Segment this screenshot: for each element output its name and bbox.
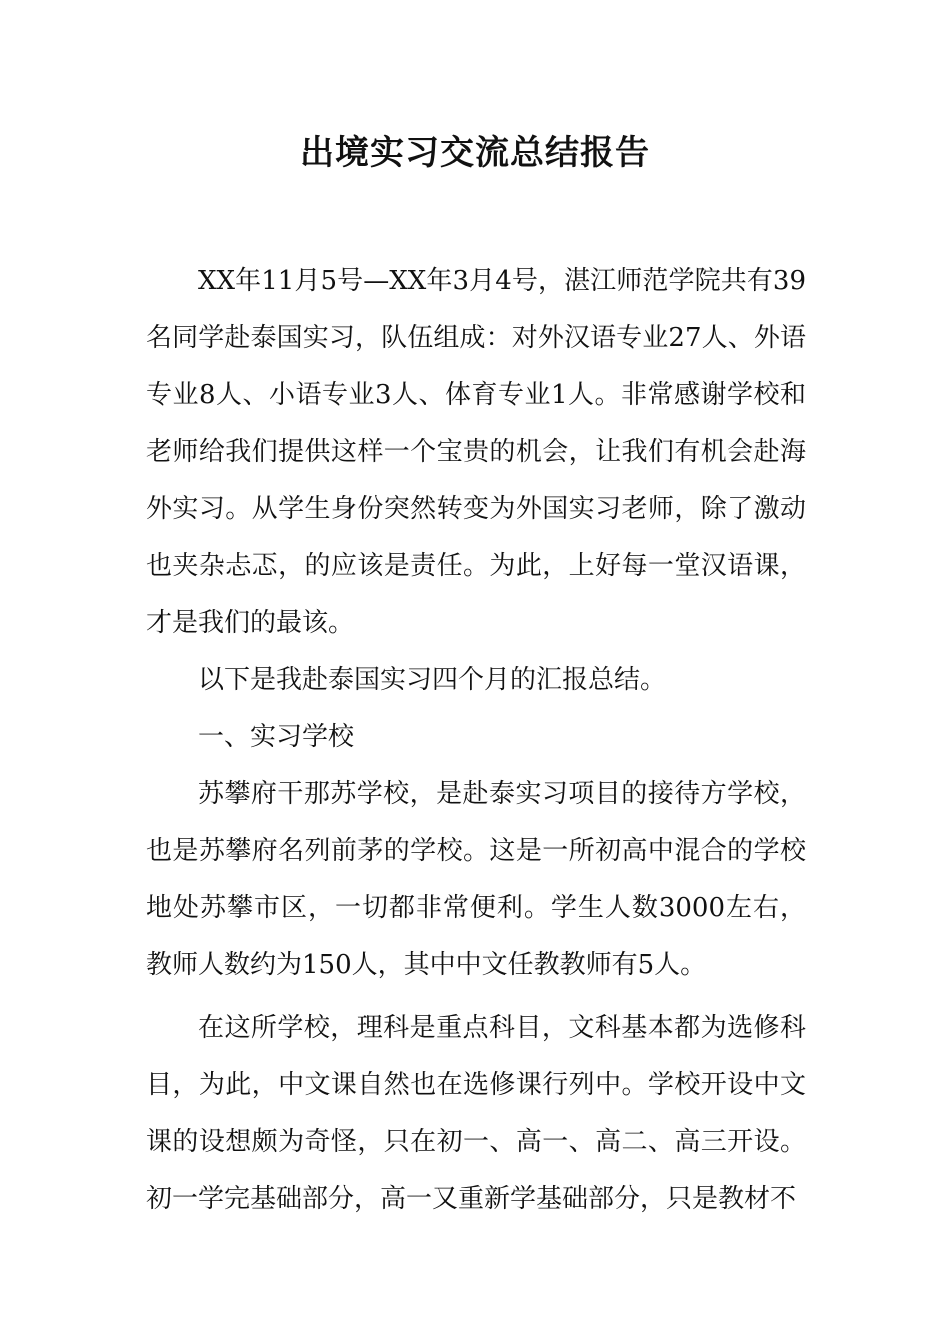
section-heading-school: 一、实习学校: [198, 722, 355, 752]
document-title: 出境实习交流总结报告: [300, 133, 650, 173]
paragraph-chinese-courses: 在这所学校，理科是重点科目，文科基本都为选修科目，为此，中文课自然也在选修课行列中。学校开设中文课的设想颇为奇怪，只在初一、高一、高二、高三开设。初一学完基础部分，高一又重新学基础部分，只是教材不: [146, 1013, 806, 1214]
document-body: [146, 253, 806, 1228]
paragraph-school-description: 苏攀府干那苏学校，是赴泰实习项目的接待方学校，也是苏攀府名列前茅的学校。这是一所初高中混合的学校地处苏攀市区，一切都非常便利。学生人数3000左右，教师人数约为150人，其中中文任教教师有5人。: [146, 779, 806, 980]
paragraph-intro: XX年11月5号—XX年3月4号，湛江师范学院共有39名同学赴泰国实习，队伍组成：对外汉语专业27人、外语专业8人、小语专业3人、体育专业1人。非常感谢学校和老师给我们提供这样一个宝贵的机会，让我们有机会赴海外实习。从学生身份突然转变为外国实习老师，除了激动也夹杂忐忑，的应该是责任。为此，上好每一堂汉语课，才是我们的最该。: [146, 266, 806, 638]
paragraph-summary-lead: 以下是我赴泰国实习四个月的汇报总结。: [198, 665, 667, 695]
